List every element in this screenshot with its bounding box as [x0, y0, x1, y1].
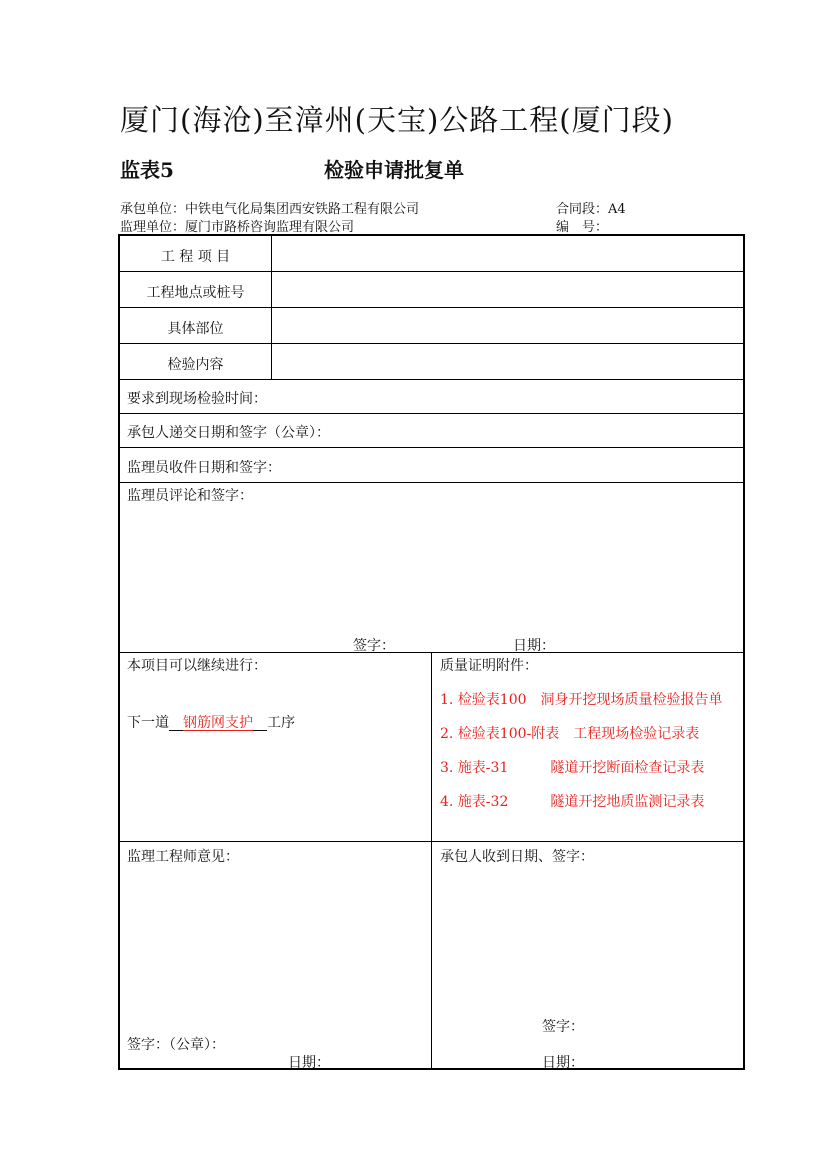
row-divider	[120, 271, 743, 272]
contractor-date-label: 日期：	[542, 1055, 584, 1071]
engineer-date-label: 日期：	[288, 1055, 330, 1071]
row-divider	[120, 482, 743, 483]
next-step	[127, 712, 295, 732]
next-step-prefix: 下一道	[127, 715, 169, 731]
contractor-submit-label: 承包人递交日期和签字（公章）：	[127, 425, 330, 441]
row-divider	[120, 413, 743, 414]
contractor-signature-label: 签字：	[542, 1019, 584, 1035]
engineer-opinion-label: 监理工程师意见：	[127, 849, 239, 865]
row-divider	[120, 343, 743, 344]
row-divider	[120, 307, 743, 308]
label-project: 工 程 项 目	[160, 249, 231, 265]
contractor-line: 承包单位：中铁电气化局集团西安铁路工程有限公司	[120, 202, 420, 217]
next-step-blank	[253, 715, 267, 731]
next-step-blank	[169, 715, 183, 731]
form-id: 监表5	[120, 158, 174, 182]
form-table	[118, 234, 745, 1070]
attachments-label: 质量证明附件：	[440, 658, 538, 674]
row-divider	[120, 379, 743, 380]
project-input[interactable]	[272, 237, 742, 270]
attachment-item: 4. 施表-32 隧道开挖地质监测记录表	[440, 794, 705, 810]
column-divider	[431, 652, 432, 1070]
number-label: 编 号：	[556, 220, 609, 235]
row-divider	[120, 447, 743, 448]
contract-section: 合同段：A4	[556, 202, 626, 217]
supervisor-comment-label: 监理员评论和签字：	[127, 488, 253, 504]
document-title: 厦门(海沧)至漳州(天宝)公路工程(厦门段)	[120, 103, 674, 137]
inspection-time-label: 要求到现场检验时间：	[127, 391, 267, 407]
continue-label: 本项目可以继续进行：	[127, 658, 267, 674]
next-step-suffix: 工序	[267, 715, 295, 731]
supervisor-line: 监理单位：厦门市路桥咨询监理有限公司	[120, 220, 355, 235]
attachment-item: 3. 施表-31 隧道开挖断面检查记录表	[440, 760, 705, 776]
comment-signature-label: 签字：	[353, 638, 395, 654]
contractor-received-label: 承包人收到日期、签字：	[440, 849, 594, 865]
seal-signature-label: 签字：（公章）：	[127, 1037, 225, 1053]
comment-date-label: 日期：	[513, 638, 555, 654]
attachment-item: 2. 检验表100-附表 工程现场检验记录表	[440, 726, 700, 742]
attachment-item: 1. 检验表100 洞身开挖现场质量检验报告单	[440, 692, 723, 708]
supervisor-receive-label: 监理员收件日期和签字：	[127, 460, 281, 476]
label-content: 检验内容	[167, 357, 224, 373]
part-input[interactable]	[272, 309, 742, 342]
form-title: 检验申请批复单	[324, 158, 464, 182]
label-location: 工程地点或桩号	[146, 285, 245, 301]
location-input[interactable]	[272, 273, 742, 306]
content-input[interactable]	[272, 345, 742, 378]
next-step-value: 钢筋网支护	[183, 715, 253, 731]
label-part: 具体部位	[167, 321, 224, 337]
